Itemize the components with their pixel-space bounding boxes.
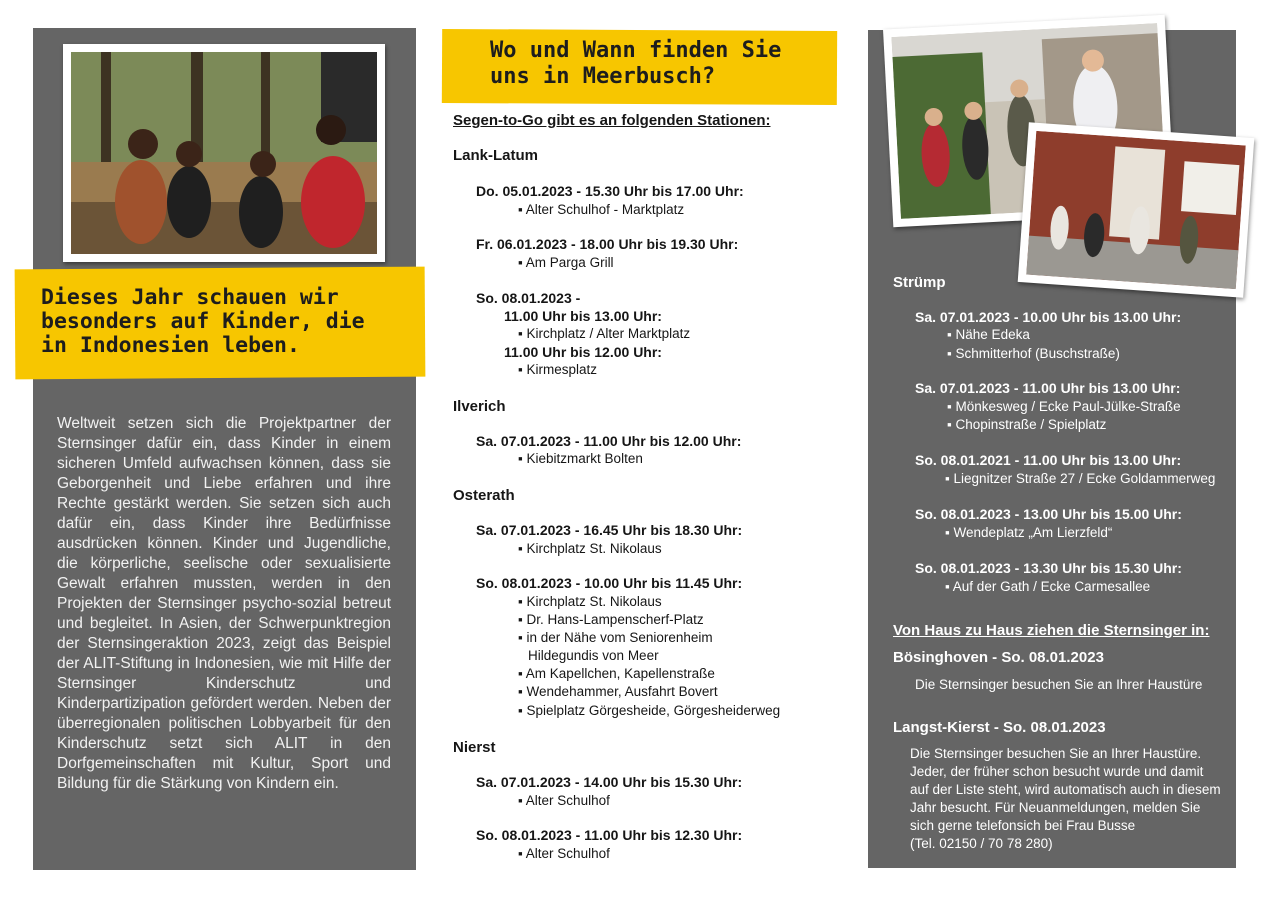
visit-note: auf der Liste steht, wird automatisch auch in diesem	[910, 782, 1221, 797]
visit-note: Jeder, der früher schon besucht wurde und damit	[910, 764, 1204, 779]
location: ▪ Spielplatz Görgesheide, Görgesheiderweg	[518, 703, 781, 718]
date-entry: So. 08.01.2023 - 10.00 Uhr bis 11.45 Uhr:	[476, 575, 743, 591]
title-line: Wo und Wann finden Sie	[490, 38, 782, 63]
location: ▪ Nähe Edeka	[947, 327, 1030, 342]
page-title	[490, 38, 781, 90]
title-line: uns in Meerbusch?	[490, 64, 716, 89]
location: ▪ Alter Schulhof	[518, 793, 610, 808]
visit-note: Die Sternsinger besuchen Sie an Ihrer Haustüre	[915, 677, 1203, 692]
photo-star-singers-2	[1018, 122, 1255, 297]
intro-paragraph: Weltweit setzen sich die Projektpartner der Sternsinger dafür ein, dass Kinder in einem sicheren Umfeld aufwachsen können, dass sie Geborgenheit und Liebe erfahren und ihre Rechte gestärkt werden. Sie setzen sich auch dafür ein, dass Kinder ihre Bedürfnisse ausdrücken können. Kinder und Jugendliche, die körperliche, seelische oder sexualisierte Gewalt erfahren mussten, werden in den Projekten der Sternsinger psycho-sozial betreut und begleitet. In Asien, der Schwerpunktregion der Sternsingeraktion 2023, zeigt das Beispiel der ALIT-Stiftung in Indonesien, wie mit Hilfe der Sternsinger Kinderschutz und Kinderpartizipation gefördert werden. Neben der überregionalen politischen Lobbyarbeit für den Kinderschutz setzt sich ALIT in den Dorfgemeinschaften mit Kultur, Sport und Bildung für die Stärkung von Kindern ein.	[57, 415, 391, 792]
date-entry: So. 08.01.2023 - 13.30 Uhr bis 15.30 Uhr:	[915, 560, 1182, 576]
stations-subtitle: Segen-to-Go gibt es an folgenden Stationen:	[453, 112, 771, 129]
headline-line: Dieses Jahr schauen wir	[41, 285, 339, 310]
location: ▪ Liegnitzer Straße 27 / Ecke Goldammerweg	[945, 471, 1216, 486]
district-lank-latum: Lank-Latum	[453, 147, 539, 164]
visit-note: sich gerne telefonsich bei Frau Busse	[910, 818, 1136, 833]
district-boesinghoven: Bösinghoven - So. 08.01.2023	[893, 649, 1104, 666]
headline-line: in Indonesien leben.	[41, 333, 300, 358]
location: ▪ Wendehammer, Ausfahrt Bovert	[518, 684, 718, 699]
district-struemp: Strümp	[893, 274, 946, 291]
location: ▪ Kirchplatz St. Nikolaus	[518, 541, 662, 556]
location: ▪ Auf der Gath / Ecke Carmesallee	[945, 579, 1151, 594]
location: ▪ Wendeplatz „Am Lierzfeld“	[945, 525, 1113, 540]
date-entry: So. 08.01.2023 -	[476, 290, 581, 306]
location: ▪ Kirchplatz St. Nikolaus	[518, 594, 662, 609]
date-entry: Fr. 06.01.2023 - 18.00 Uhr bis 19.30 Uhr:	[476, 236, 739, 252]
district-ilverich: Ilverich	[453, 398, 506, 415]
visit-note: Die Sternsinger besuchen Sie an Ihrer Haustüre.	[910, 746, 1202, 761]
visit-note: Jahr besucht. Für Neuanmeldungen, melden Sie	[910, 800, 1201, 815]
location: ▪ Kiebitzmarkt Bolten	[518, 451, 643, 466]
date-entry: Sa. 07.01.2023 - 11.00 Uhr bis 13.00 Uhr:	[915, 380, 1181, 396]
location: ▪ Chopinstraße / Spielplatz	[947, 417, 1107, 432]
district-osterath: Osterath	[453, 487, 515, 504]
district-langst-kierst: Langst-Kierst - So. 08.01.2023	[893, 719, 1106, 736]
date-entry: Sa. 07.01.2023 - 16.45 Uhr bis 18.30 Uhr:	[476, 522, 743, 538]
date-entry: Sa. 07.01.2023 - 11.00 Uhr bis 12.00 Uhr:	[476, 433, 742, 449]
location: ▪ Kirchplatz / Alter Marktplatz	[518, 326, 691, 341]
time-entry: 11.00 Uhr bis 12.00 Uhr:	[504, 344, 662, 360]
location: ▪ Mönkesweg / Ecke Paul-Jülke-Straße	[947, 399, 1181, 414]
location: Hildegundis von Meer	[528, 648, 659, 663]
date-entry: So. 08.01.2023 - 13.00 Uhr bis 15.00 Uhr:	[915, 506, 1182, 522]
photo-children-indonesia	[63, 44, 385, 262]
date-entry: So. 08.01.2021 - 11.00 Uhr bis 13.00 Uhr:	[915, 452, 1182, 468]
district-nierst: Nierst	[453, 739, 496, 756]
house-visits-title: Von Haus zu Haus ziehen die Sternsinger in:	[893, 622, 1210, 639]
date-entry: Sa. 07.01.2023 - 14.00 Uhr bis 15.30 Uhr:	[476, 774, 743, 790]
location: ▪ Am Parga Grill	[518, 255, 614, 270]
location: ▪ Dr. Hans-Lampenscherf-Platz	[518, 612, 704, 627]
date-entry: Do. 05.01.2023 - 15.30 Uhr bis 17.00 Uhr:	[476, 183, 744, 199]
date-entry: So. 08.01.2023 - 11.00 Uhr bis 12.30 Uhr:	[476, 827, 743, 843]
location: ▪ Alter Schulhof - Marktplatz	[518, 202, 685, 217]
location: ▪ Alter Schulhof	[518, 846, 610, 861]
headline-line: besonders auf Kinder, die	[41, 309, 365, 334]
location: ▪ Kirmesplatz	[518, 362, 598, 377]
headline	[41, 286, 365, 358]
location: ▪ Am Kapellchen, Kapellenstraße	[518, 666, 715, 681]
date-entry: Sa. 07.01.2023 - 10.00 Uhr bis 13.00 Uhr:	[915, 309, 1182, 325]
time-entry: 11.00 Uhr bis 13.00 Uhr:	[504, 308, 662, 324]
location: ▪ in der Nähe vom Seniorenheim	[518, 630, 713, 645]
visit-note: (Tel. 02150 / 70 78 280)	[910, 836, 1053, 851]
location: ▪ Schmitterhof (Buschstraße)	[947, 346, 1120, 361]
